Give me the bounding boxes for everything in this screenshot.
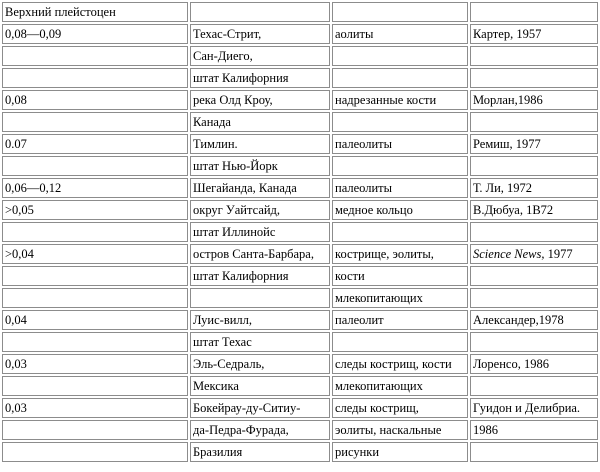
table-row (2, 222, 598, 242)
age-cell (2, 420, 188, 440)
finds-cell (332, 156, 468, 176)
source-cell: Картер, 1957 (470, 24, 598, 44)
source-cell: Гуидон и Делибриа. (470, 398, 598, 418)
finds-cell: кости (332, 266, 468, 286)
age-cell (2, 68, 188, 88)
source-italic-text: Science News, (473, 247, 545, 261)
location-cell: Техас-Стрит, (190, 24, 330, 44)
location-cell: округ Уайтсайд, (190, 200, 330, 220)
location-cell: штат Техас (190, 332, 330, 352)
source-cell: Морлан,1986 (470, 90, 598, 110)
finds-cell: палеолиты (332, 134, 468, 154)
finds-cell: медное кольцо (332, 200, 468, 220)
table-body (2, 2, 598, 462)
table-row (2, 420, 598, 440)
age-cell: 0,08—0,09 (2, 24, 188, 44)
location-cell: штат Калифорния (190, 266, 330, 286)
finds-cell: следы кострищ, (332, 398, 468, 418)
table-row (2, 310, 598, 330)
source-cell (470, 222, 598, 242)
age-cell: 0.07 (2, 134, 188, 154)
location-cell: Мексика (190, 376, 330, 396)
age-cell (2, 222, 188, 242)
location-cell (190, 2, 330, 22)
source-cell: 1986 (470, 420, 598, 440)
table-row (2, 200, 598, 220)
location-cell: штат Калифорния (190, 68, 330, 88)
table-row (2, 134, 598, 154)
location-cell: да-Педра-Фурада, (190, 420, 330, 440)
source-cell (470, 2, 598, 22)
age-cell (2, 332, 188, 352)
age-cell: 0,03 (2, 354, 188, 374)
source-cell: Лоренсо, 1986 (470, 354, 598, 374)
location-cell: Тимлин. (190, 134, 330, 154)
finds-cell: палеолит (332, 310, 468, 330)
finds-cell (332, 46, 468, 66)
table-row (2, 2, 598, 22)
location-cell: штат Нью-Йорк (190, 156, 330, 176)
source-cell (470, 442, 598, 462)
table-row (2, 156, 598, 176)
age-cell (2, 376, 188, 396)
age-cell: 0,08 (2, 90, 188, 110)
location-cell: Канада (190, 112, 330, 132)
table-row (2, 332, 598, 352)
table-row (2, 376, 598, 396)
source-cell (470, 46, 598, 66)
finds-cell: следы кострищ, кости (332, 354, 468, 374)
location-cell: Сан-Диего, (190, 46, 330, 66)
finds-cell: эолиты, наскальные (332, 420, 468, 440)
age-cell: >0,05 (2, 200, 188, 220)
age-cell (2, 266, 188, 286)
finds-cell (332, 222, 468, 242)
source-cell: В.Дюбуа, 1В72 (470, 200, 598, 220)
location-cell: остров Санта-Барбара, (190, 244, 330, 264)
age-cell (2, 112, 188, 132)
source-cell (470, 288, 598, 308)
location-cell: Эль-Седраль, (190, 354, 330, 374)
location-cell: Шегайанда, Канада (190, 178, 330, 198)
age-cell (2, 442, 188, 462)
finds-cell: кострище, эолиты, (332, 244, 468, 264)
source-cell (470, 244, 598, 264)
finds-cell (332, 332, 468, 352)
table-row (2, 112, 598, 132)
table-row (2, 288, 598, 308)
table-row (2, 24, 598, 44)
source-cell: Т. Ли, 1972 (470, 178, 598, 198)
finds-cell: млекопитающих (332, 376, 468, 396)
age-cell (2, 288, 188, 308)
age-cell (2, 46, 188, 66)
finds-cell (332, 68, 468, 88)
age-cell: Верхний плейстоцен (2, 2, 188, 22)
location-cell: Бразилия (190, 442, 330, 462)
source-cell (470, 332, 598, 352)
source-cell (470, 156, 598, 176)
age-cell: 0,04 (2, 310, 188, 330)
source-cell (470, 376, 598, 396)
source-cell (470, 266, 598, 286)
table-row (2, 68, 598, 88)
location-cell: Луис-вилл, (190, 310, 330, 330)
finds-cell: надрезанные кости (332, 90, 468, 110)
table-row (2, 90, 598, 110)
age-cell: 0,03 (2, 398, 188, 418)
finds-cell: аолиты (332, 24, 468, 44)
source-cell (470, 68, 598, 88)
finds-cell: палеолиты (332, 178, 468, 198)
table-row (2, 398, 598, 418)
age-cell: 0,06—0,12 (2, 178, 188, 198)
table-row (2, 178, 598, 198)
table-row (2, 354, 598, 374)
source-year-text: 1977 (544, 247, 573, 261)
table-row (2, 46, 598, 66)
location-cell (190, 288, 330, 308)
source-cell (470, 112, 598, 132)
age-cell (2, 156, 188, 176)
table-row (2, 244, 598, 264)
source-cell: Ремиш, 1977 (470, 134, 598, 154)
finds-cell: рисунки (332, 442, 468, 462)
table-row (2, 266, 598, 286)
location-cell: штат Иллинойс (190, 222, 330, 242)
table-row (2, 442, 598, 462)
finds-cell (332, 112, 468, 132)
location-cell: река Олд Кроу, (190, 90, 330, 110)
finds-cell (332, 2, 468, 22)
location-cell: Бокейрау-ду-Ситиу- (190, 398, 330, 418)
source-cell: Александер,1978 (470, 310, 598, 330)
finds-cell: млекопитающих (332, 288, 468, 308)
age-cell: >0,04 (2, 244, 188, 264)
